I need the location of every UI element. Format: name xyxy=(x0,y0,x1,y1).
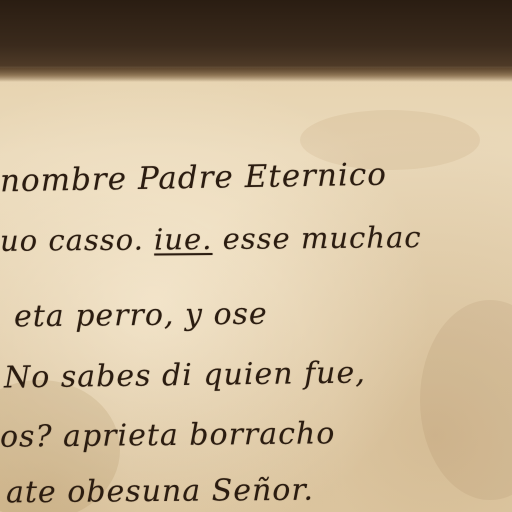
manuscript-line-4: No sabes di quien fue, xyxy=(3,355,367,396)
manuscript-line-3: eta perro, y ose xyxy=(13,296,268,335)
manuscript-line-2-end: esse muchac xyxy=(222,220,422,256)
manuscript-line-5: os? aprieta borracho xyxy=(0,416,336,455)
manuscript-line-1: nombre Padre Eternico xyxy=(0,156,388,200)
manuscript-line-6: ate obesuna Señor. xyxy=(5,472,315,511)
manuscript-line-2 xyxy=(0,220,422,258)
underlined-word: iue. xyxy=(153,221,213,257)
manuscript-line-2-start: uo casso. xyxy=(0,222,144,258)
